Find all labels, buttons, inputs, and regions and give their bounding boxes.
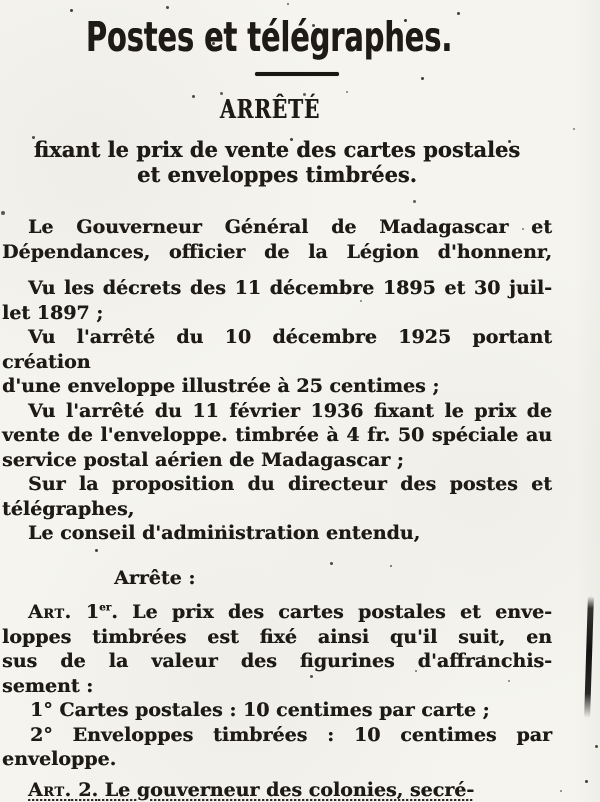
article-1-line (2, 600, 552, 625)
text-line: Dépendances, officier de la Légion d'honnenr, (2, 240, 552, 263)
decree-word-line: Arrête : (114, 566, 196, 589)
text-line: Sur la proposition du directeur des postes et (28, 473, 552, 495)
title-divider-rule (255, 72, 339, 76)
ordinal-superscript: er (99, 601, 112, 614)
article-number-label: Art. (28, 778, 72, 801)
decree-heading: ARRÊTÉ (219, 95, 321, 125)
scan-column-rule-artifact (584, 596, 594, 718)
text-line: loppes timbrées est fixé ainsi qu'il suit, en (2, 625, 552, 648)
text-line: Le Gouverneur Général de Madagascar et (28, 216, 552, 238)
text-line: d'une enveloppe illustrée à 25 centimes ; (2, 375, 440, 397)
text-line: service postal aérien de Madagascar ; (2, 448, 404, 471)
article-number: 2. (71, 778, 99, 801)
text-line: Vu l'arrêté du 10 décembre 1925 portant création (2, 326, 552, 373)
text-line: Le conseil d'administration entendu, (28, 522, 421, 544)
article-title: Postes et télégraphes. (85, 13, 453, 61)
list-item-line: 1° Cartes postales : 10 centimes par carte ; (30, 699, 490, 721)
decree-subtitle-line-2: et enveloppes timbrées. (137, 161, 417, 187)
list-item-line: 2° Enveloppes timbrées : 10 centimes par (30, 723, 552, 746)
article-body (2, 215, 552, 802)
decree-subtitle-line-1: fixant le prix de vente des cartes postales (33, 137, 521, 162)
text-line: let 1897 ; (2, 301, 104, 324)
ink-specks-layer (0, 0, 2, 2)
text-line: Vu les décrets des 11 décembre 1895 et 30 juil- (28, 277, 552, 299)
text-line: Vu l'arrêté du 11 février 1936 fixant le prix de (28, 399, 552, 422)
text-line: sement : (2, 674, 94, 697)
article-2-line (2, 778, 552, 802)
article-text: Le gouverneur des colonies, secré- (98, 778, 475, 801)
article-number-label: Art. (28, 601, 72, 623)
article-text: . Le prix des cartes postales et enve- (111, 601, 552, 623)
text-line: enveloppe. (2, 748, 117, 770)
article-number: 1 (71, 601, 100, 623)
text-line: télégraphes, (2, 497, 135, 520)
text-line: sus de la valeur des figurines d'affranchis- (2, 650, 552, 672)
text-line: vente de l'enveloppe. timbrée à 4 fr. 50 spéciale au (2, 424, 552, 446)
